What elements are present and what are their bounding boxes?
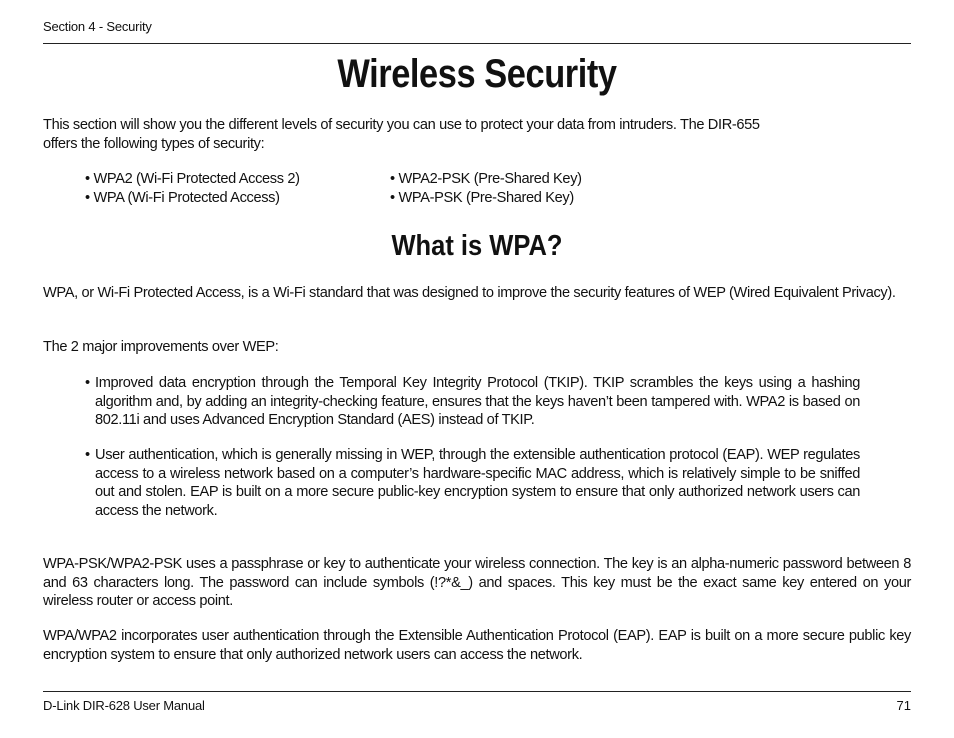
bullet-icon: • — [85, 375, 90, 391]
improvement-text: User authentication, which is generally missing in WEP, through the extensible authentication protocol (EAP). WEP regulates access to a wireless network based on a computer’s hardware-specific MAC address, which is relatively simple to be sniffed out and stolen. EAP is built on a more secure public-key encryption system to ensure that only authorized network users can access the network. — [95, 447, 860, 519]
section-title: What is WPA? — [391, 230, 563, 262]
page-title: Wireless Security — [337, 52, 617, 96]
security-type-item: • WPA-PSK (Pre-Shared Key) — [390, 190, 574, 206]
security-type-item: • WPA (Wi-Fi Protected Access) — [85, 190, 280, 206]
section-header: Section 4 - Security — [43, 19, 152, 34]
security-types-column-1 — [85, 170, 300, 208]
psk-paragraph: WPA-PSK/WPA2-PSK uses a passphrase or key to authenticate your wireless connection. The key is an alpha-numeric password between 8 and 63 characters long. The password can include symbols (!?*&_) and spaces. This key must be the exact same key entered on your wireless router or access point. — [43, 556, 911, 609]
header-divider — [43, 43, 911, 44]
bullet-icon: • — [85, 447, 90, 463]
improvement-item — [85, 446, 860, 520]
improvement-text: Improved data encryption through the Temporal Key Integrity Protocol (TKIP). TKIP scrambles the keys using a hashing algorithm and, by adding an integrity-checking feature, ensures that the keys haven’t been tampered with. WPA2 is based on 802.11i and uses Advanced Encryption Standard (AES) instead of TKIP. — [95, 375, 860, 428]
wpa-definition-paragraph: WPA, or Wi-Fi Protected Access, is a Wi-Fi standard that was designed to improve the security features of WEP (Wired Equivalent Privacy). — [43, 285, 896, 301]
security-type-item: • WPA2-PSK (Pre-Shared Key) — [390, 171, 582, 187]
eap-paragraph: WPA/WPA2 incorporates user authentication through the Extensible Authentication Protocol (EAP). EAP is built on a more secure public key encryption system to ensure that only authorized network users can access the network. — [43, 628, 911, 663]
improvement-item — [85, 374, 860, 430]
page-number: 71 — [896, 698, 911, 713]
security-type-item: • WPA2 (Wi-Fi Protected Access 2) — [85, 171, 300, 187]
improvements-intro: The 2 major improvements over WEP: — [43, 339, 279, 355]
footer-divider — [43, 691, 911, 692]
footer-manual-title: D-Link DIR-628 User Manual — [43, 698, 205, 713]
intro-paragraph: This section will show you the different levels of security you can use to protect your data from intruders. The DIR-655 offers the following types of security: — [43, 117, 760, 152]
security-types-column-2 — [390, 170, 582, 208]
